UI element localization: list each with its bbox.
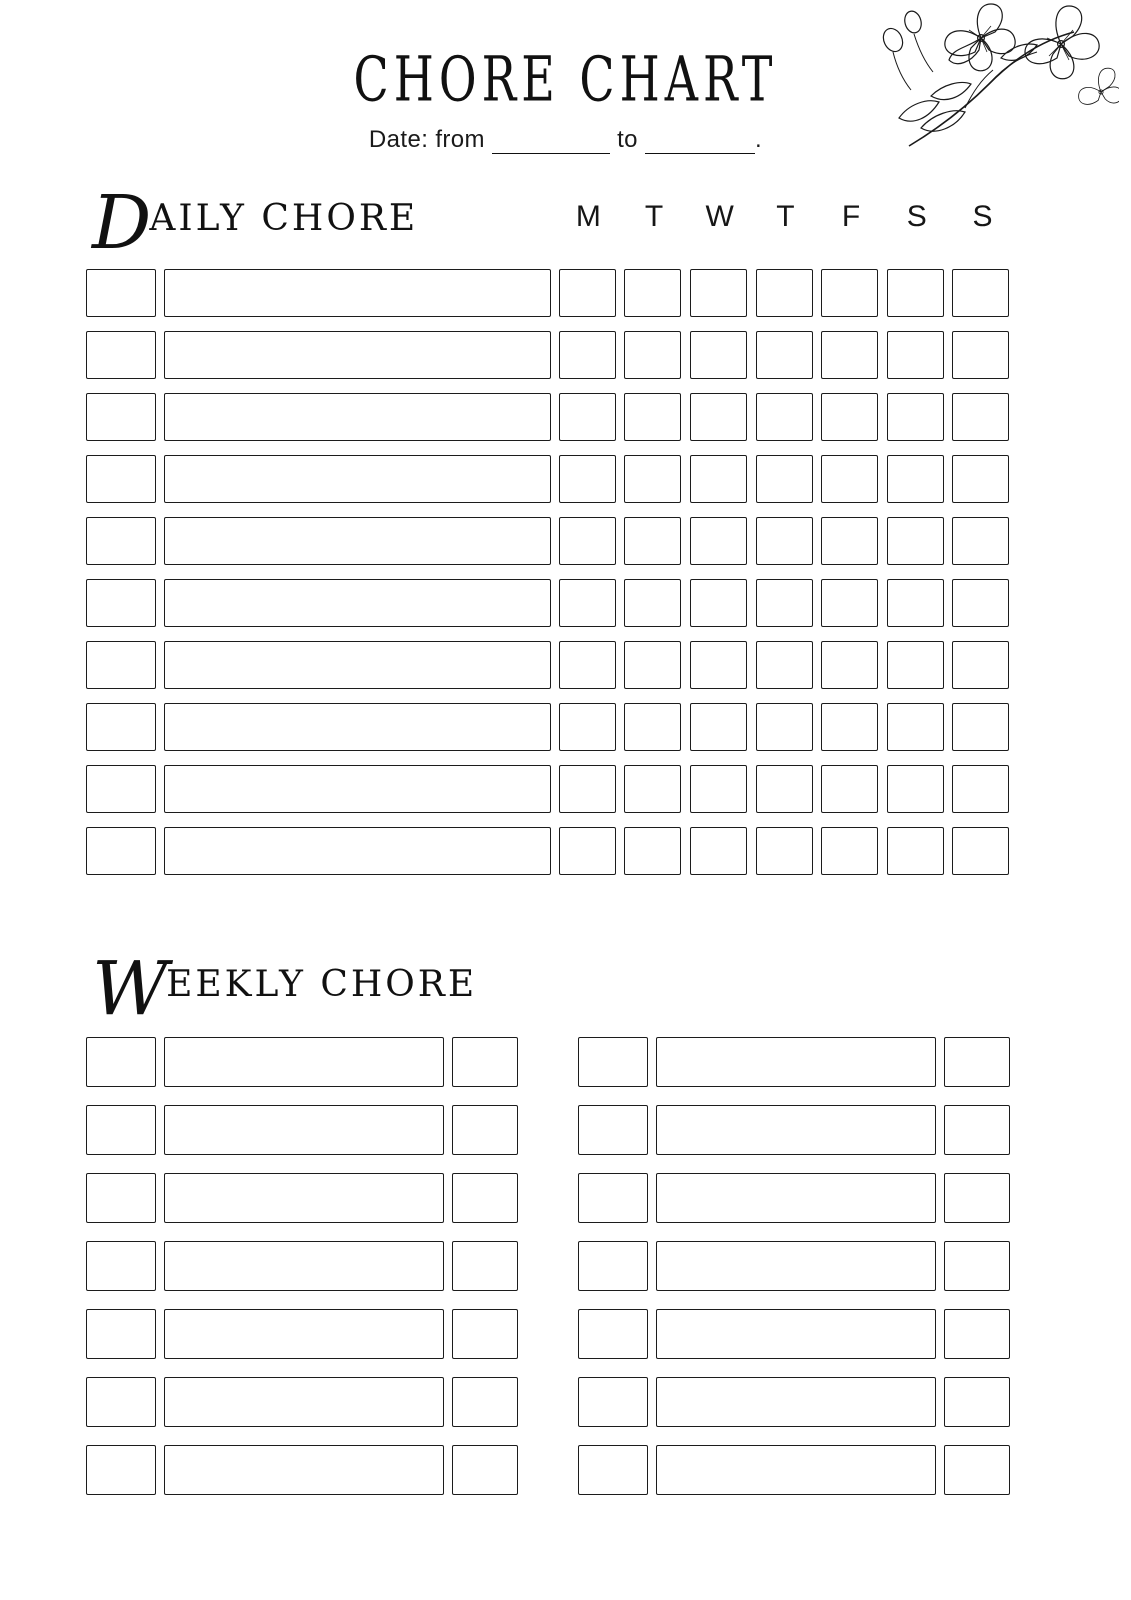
weekly-done-checkbox[interactable] [452, 1445, 518, 1495]
daily-row-day-cells [559, 393, 1018, 441]
weekly-row-checkbox[interactable] [578, 1037, 648, 1087]
daily-row-checkbox[interactable] [86, 579, 156, 627]
daily-heading-rest: AILY CHORE [149, 198, 419, 239]
daily-day-checkbox[interactable] [559, 455, 616, 503]
daily-day-checkbox[interactable] [624, 765, 681, 813]
daily-chore-input[interactable] [164, 641, 551, 689]
daily-day-checkbox[interactable] [756, 393, 813, 441]
daily-day-checkbox[interactable] [624, 579, 681, 627]
daily-day-checkbox[interactable] [821, 765, 878, 813]
weekly-row-checkbox[interactable] [86, 1173, 156, 1223]
daily-chore-table [86, 262, 1018, 882]
daily-day-checkbox[interactable] [756, 579, 813, 627]
daily-chore-row [86, 386, 1018, 448]
weekly-chore-row [86, 1164, 526, 1232]
weekly-heading-rest: EEKLY CHORE [166, 964, 478, 1005]
weekly-row-checkbox[interactable] [578, 1241, 648, 1291]
daily-day-checkbox[interactable] [624, 331, 681, 379]
daily-chore-heading [92, 180, 419, 266]
weekly-done-checkbox[interactable] [452, 1173, 518, 1223]
daily-row-checkbox[interactable] [86, 827, 156, 875]
day-header-sun: S [972, 200, 994, 233]
weekly-row-checkbox[interactable] [578, 1445, 648, 1495]
weekly-done-checkbox[interactable] [944, 1173, 1010, 1223]
daily-chore-row [86, 448, 1018, 510]
weekly-chore-input[interactable] [656, 1309, 936, 1359]
weekly-chore-input[interactable] [656, 1445, 936, 1495]
weekly-done-checkbox[interactable] [944, 1309, 1010, 1359]
weekly-chore-row [86, 1436, 526, 1504]
daily-row-day-cells [559, 765, 1018, 813]
day-header-mon: M [575, 200, 602, 233]
day-headers [556, 200, 1016, 234]
daily-row-checkbox[interactable] [86, 641, 156, 689]
daily-day-checkbox[interactable] [559, 765, 616, 813]
daily-chore-row [86, 758, 1018, 820]
day-header-tue: T [644, 200, 665, 233]
daily-row-day-cells [559, 517, 1018, 565]
weekly-chore-row [86, 1096, 526, 1164]
weekly-drop-cap: W [92, 946, 167, 1032]
daily-day-checkbox[interactable] [821, 641, 878, 689]
weekly-chore-row [86, 1232, 526, 1300]
daily-day-checkbox[interactable] [821, 827, 878, 875]
date-to-label: to [617, 126, 638, 153]
daily-row-checkbox[interactable] [86, 331, 156, 379]
weekly-chore-row [86, 1028, 526, 1096]
daily-day-checkbox[interactable] [952, 765, 1009, 813]
daily-chore-row [86, 572, 1018, 634]
daily-day-checkbox[interactable] [690, 579, 747, 627]
daily-day-checkbox[interactable] [756, 827, 813, 875]
weekly-chore-input[interactable] [656, 1377, 936, 1427]
weekly-done-checkbox[interactable] [452, 1241, 518, 1291]
date-from-input[interactable] [492, 153, 610, 154]
daily-day-checkbox[interactable] [756, 269, 813, 317]
daily-row-checkbox[interactable] [86, 269, 156, 317]
date-to-input[interactable] [645, 153, 755, 154]
day-header-fri: F [841, 200, 862, 233]
daily-row-day-cells [559, 331, 1018, 379]
day-header-thu: T [776, 200, 796, 233]
daily-day-checkbox[interactable] [952, 641, 1009, 689]
daily-chore-input[interactable] [164, 517, 551, 565]
weekly-chore-input[interactable] [164, 1309, 444, 1359]
daily-chore-input[interactable] [164, 579, 551, 627]
date-range-line [0, 126, 1131, 154]
weekly-row-checkbox[interactable] [86, 1241, 156, 1291]
daily-row-checkbox[interactable] [86, 765, 156, 813]
daily-day-checkbox[interactable] [559, 269, 616, 317]
daily-chore-input[interactable] [164, 765, 551, 813]
weekly-row-checkbox[interactable] [86, 1377, 156, 1427]
daily-chore-row [86, 324, 1018, 386]
daily-row-day-cells [559, 579, 1018, 627]
weekly-chore-row [86, 1300, 526, 1368]
daily-day-checkbox[interactable] [559, 579, 616, 627]
daily-day-checkbox[interactable] [887, 269, 944, 317]
daily-day-checkbox[interactable] [887, 579, 944, 627]
weekly-chore-input[interactable] [164, 1037, 444, 1087]
daily-day-checkbox[interactable] [821, 517, 878, 565]
daily-day-checkbox[interactable] [559, 641, 616, 689]
daily-day-checkbox[interactable] [690, 703, 747, 751]
date-from-label: Date: from [368, 126, 485, 153]
daily-day-checkbox[interactable] [821, 331, 878, 379]
daily-row-checkbox[interactable] [86, 455, 156, 503]
daily-chore-row [86, 820, 1018, 882]
daily-day-checkbox[interactable] [756, 455, 813, 503]
weekly-chore-input[interactable] [164, 1173, 444, 1223]
daily-row-day-cells [559, 641, 1018, 689]
daily-day-checkbox[interactable] [690, 331, 747, 379]
date-end-punctuation: . [755, 126, 763, 153]
daily-day-checkbox[interactable] [952, 269, 1009, 317]
daily-day-checkbox[interactable] [887, 517, 944, 565]
weekly-done-checkbox[interactable] [944, 1445, 1010, 1495]
daily-day-checkbox[interactable] [952, 517, 1009, 565]
daily-day-checkbox[interactable] [887, 827, 944, 875]
daily-day-checkbox[interactable] [821, 579, 878, 627]
weekly-row-checkbox[interactable] [578, 1309, 648, 1359]
daily-day-checkbox[interactable] [690, 517, 747, 565]
weekly-done-checkbox[interactable] [944, 1037, 1010, 1087]
daily-day-checkbox[interactable] [624, 393, 681, 441]
weekly-row-checkbox[interactable] [86, 1445, 156, 1495]
daily-day-checkbox[interactable] [952, 827, 1009, 875]
weekly-chore-row [578, 1096, 1018, 1164]
daily-day-checkbox[interactable] [952, 579, 1009, 627]
daily-day-checkbox[interactable] [624, 703, 681, 751]
weekly-chore-row [578, 1368, 1018, 1436]
weekly-chore-table [86, 1028, 1018, 1504]
daily-drop-cap: D [92, 180, 150, 266]
daily-chore-input[interactable] [164, 703, 551, 751]
day-header-wed: W [705, 200, 735, 233]
daily-day-checkbox[interactable] [559, 393, 616, 441]
weekly-row-checkbox[interactable] [578, 1377, 648, 1427]
weekly-done-checkbox[interactable] [452, 1105, 518, 1155]
daily-day-checkbox[interactable] [690, 455, 747, 503]
daily-day-checkbox[interactable] [887, 703, 944, 751]
daily-day-checkbox[interactable] [887, 331, 944, 379]
weekly-row-checkbox[interactable] [578, 1173, 648, 1223]
daily-day-checkbox[interactable] [624, 269, 681, 317]
weekly-chore-heading [92, 946, 478, 1032]
daily-chore-input[interactable] [164, 455, 551, 503]
weekly-chore-row [578, 1164, 1018, 1232]
daily-day-checkbox[interactable] [624, 641, 681, 689]
daily-row-checkbox[interactable] [86, 703, 156, 751]
daily-day-checkbox[interactable] [821, 393, 878, 441]
weekly-chore-input[interactable] [656, 1105, 936, 1155]
daily-day-checkbox[interactable] [624, 455, 681, 503]
daily-row-day-cells [559, 269, 1018, 317]
daily-day-checkbox[interactable] [887, 641, 944, 689]
weekly-chore-input[interactable] [164, 1377, 444, 1427]
weekly-chore-row [578, 1436, 1018, 1504]
daily-chore-row [86, 696, 1018, 758]
page-title [0, 42, 1131, 116]
weekly-column-right [578, 1028, 1018, 1504]
weekly-done-checkbox[interactable] [944, 1105, 1010, 1155]
weekly-done-checkbox[interactable] [452, 1037, 518, 1087]
weekly-chore-row [86, 1368, 526, 1436]
daily-day-checkbox[interactable] [559, 331, 616, 379]
weekly-row-checkbox[interactable] [86, 1105, 156, 1155]
daily-day-checkbox[interactable] [756, 703, 813, 751]
weekly-row-checkbox[interactable] [86, 1309, 156, 1359]
daily-row-checkbox[interactable] [86, 517, 156, 565]
daily-chore-input[interactable] [164, 827, 551, 875]
daily-day-checkbox[interactable] [690, 269, 747, 317]
daily-day-checkbox[interactable] [952, 331, 1009, 379]
daily-day-checkbox[interactable] [756, 517, 813, 565]
daily-row-day-cells [559, 703, 1018, 751]
weekly-done-checkbox[interactable] [944, 1241, 1010, 1291]
daily-day-checkbox[interactable] [690, 641, 747, 689]
weekly-chore-row [578, 1300, 1018, 1368]
daily-chore-input[interactable] [164, 269, 551, 317]
weekly-chore-input[interactable] [164, 1105, 444, 1155]
daily-day-checkbox[interactable] [624, 827, 681, 875]
daily-chore-input[interactable] [164, 331, 551, 379]
daily-day-checkbox[interactable] [887, 393, 944, 441]
daily-day-checkbox[interactable] [756, 765, 813, 813]
daily-day-checkbox[interactable] [624, 517, 681, 565]
daily-day-checkbox[interactable] [952, 703, 1009, 751]
daily-day-checkbox[interactable] [952, 455, 1009, 503]
day-header-sat: S [906, 200, 928, 233]
weekly-chore-input[interactable] [656, 1173, 936, 1223]
weekly-chore-input[interactable] [164, 1241, 444, 1291]
daily-day-checkbox[interactable] [821, 455, 878, 503]
daily-row-day-cells [559, 827, 1018, 875]
daily-chore-row [86, 262, 1018, 324]
weekly-done-checkbox[interactable] [452, 1309, 518, 1359]
daily-day-checkbox[interactable] [690, 393, 747, 441]
daily-row-day-cells [559, 455, 1018, 503]
daily-day-checkbox[interactable] [559, 703, 616, 751]
daily-day-checkbox[interactable] [756, 641, 813, 689]
weekly-row-checkbox[interactable] [86, 1037, 156, 1087]
weekly-done-checkbox[interactable] [944, 1377, 1010, 1427]
daily-day-checkbox[interactable] [887, 455, 944, 503]
daily-chore-row [86, 510, 1018, 572]
weekly-chore-row [578, 1028, 1018, 1096]
weekly-chore-input[interactable] [656, 1037, 936, 1087]
weekly-chore-input[interactable] [164, 1445, 444, 1495]
page-title-text: CHORE CHART [353, 42, 778, 116]
daily-day-checkbox[interactable] [821, 703, 878, 751]
daily-day-checkbox[interactable] [887, 765, 944, 813]
daily-row-checkbox[interactable] [86, 393, 156, 441]
daily-day-checkbox[interactable] [756, 331, 813, 379]
daily-day-checkbox[interactable] [559, 827, 616, 875]
daily-day-checkbox[interactable] [690, 765, 747, 813]
weekly-column-left [86, 1028, 526, 1504]
daily-day-checkbox[interactable] [559, 517, 616, 565]
daily-day-checkbox[interactable] [690, 827, 747, 875]
weekly-done-checkbox[interactable] [452, 1377, 518, 1427]
daily-chore-input[interactable] [164, 393, 551, 441]
daily-day-checkbox[interactable] [821, 269, 878, 317]
daily-chore-row [86, 634, 1018, 696]
weekly-chore-input[interactable] [656, 1241, 936, 1291]
daily-day-checkbox[interactable] [952, 393, 1009, 441]
weekly-row-checkbox[interactable] [578, 1105, 648, 1155]
weekly-chore-row [578, 1232, 1018, 1300]
